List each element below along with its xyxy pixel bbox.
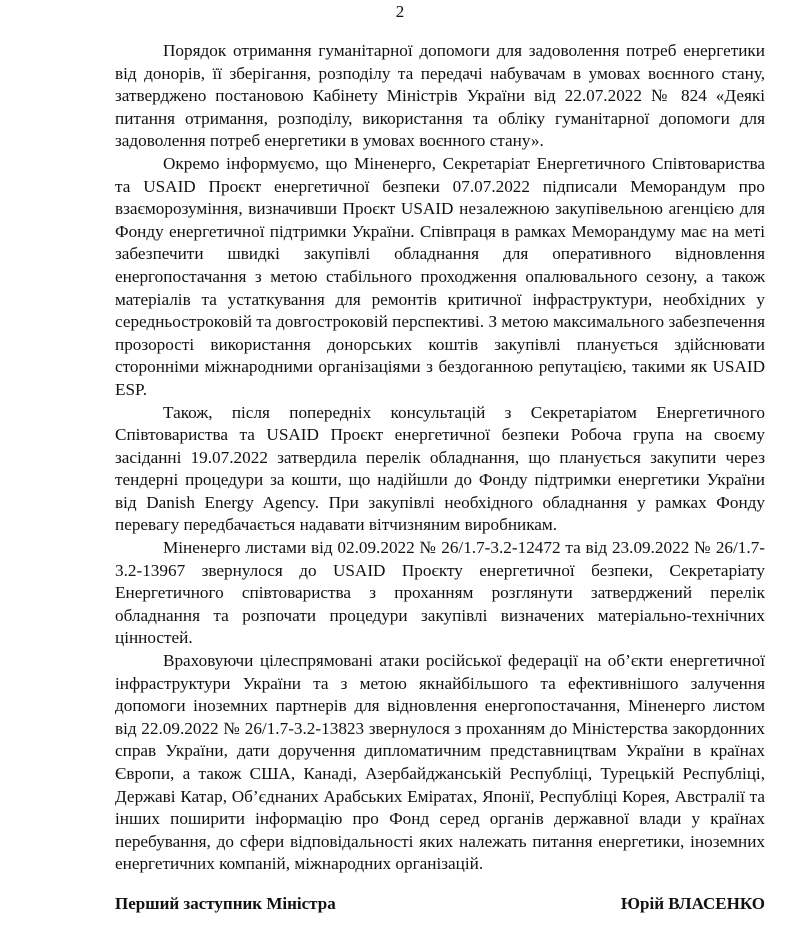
paragraph-working-group: Також, після попередніх консультацій з Секретаріатом Енергетичного Співтовариства та USAID Проєкт енергетичної безпеки Робоча група на своєму засіданні 19.07.2022 затвердила перелік обладнання, що планується закупити через тендерні процедури за кошти, що надійшли до Фонду підтримки енергетики України від Danish Energy Agency. При закупівлі необхідного обладнання у рамках Фонду перевагу передбачається надавати вітчизняним виробникам. — [115, 402, 765, 535]
page-number: 2 — [395, 2, 405, 21]
document-body — [115, 40, 765, 876]
signature-block — [115, 893, 765, 915]
paragraph-letters-usaid: Міненерго листами від 02.09.2022 № 26/1.7-3.2-12472 та від 23.09.2022 № 26/1.7-3.2-13967 звернулося до USAID Проєкту енергетичної безпеки, Секретаріату Енергетичного співтовариства з проханням розглянути затверджений перелік обладнання та розпочати процедури закупівлі визначених матеріально-технічних цінностей. — [115, 538, 765, 648]
paragraph-memorandum: Окремо інформуємо, що Міненерго, Секретаріат Енергетичного Співтовариства та USAID Проєкт енергетичної безпеки 07.07.2022 підписали Меморандум про взаєморозуміння, визначивши Проєкт USAID незалежною закупівельною агенцією для Фонду енергетичної підтримки України. Співпраця в рамках Меморандуму має на меті забезпечити швидкі закупівлі обладнання для оперативного відновлення енергопостачання з метою стабільного проходження опалювального сезону, а також матеріалів та устаткування для ремонтів критичної інфраструктури, необхідних у середньостроковій та довгостроковій перспективі. З метою максимального забезпечення прозорості використання донорських коштів закупівлі планується здійснювати сторонніми міжнародними організаціями з бездоганною репутацією, такими як USAID ESP. — [115, 153, 765, 399]
signatory-name: Юрій ВЛАСЕНКО — [620, 894, 765, 913]
signatory-position: Перший заступник Міністра — [115, 894, 336, 913]
paragraph-aid-procedure: Порядок отримання гуманітарної допомоги для задоволення потреб енергетики від донорів, її зберігання, розподілу та передачі набувачам в умовах воєнного стану, затверджено постановою Кабінету Міністрів України від 22.07.2022 № 824 «Деякі питання отримання, розподілу, використання та обліку гуманітарної допомоги для задоволення потреб енергетики в умовах воєнного стану». — [115, 41, 765, 151]
paragraph-foreign-affairs: Враховуючи цілеспрямовані атаки російської федерації на об’єкти енергетичної інфраструктури України та з метою якнайбільшого та ефективнішого залучення допомоги іноземних партнерів для відновлення енергопостачання, Міненерго листом від 22.09.2022 № 26/1.7-3.2-13823 звернулося з проханням до Міністерства закордонних справ України, дати доручення дипломатичним представництвам України в країнах Європи, а також США, Канаді, Азербайджанській Республіці, Турецькій Республіці, Державі Катар, Об’єднаних Арабських Еміратах, Японії, Республіці Корея, Австралії та інших поширити інформацію про Фонд серед органів державної влади у країнах перебування, до сфери відповідальності яких належать питання енергетики, іноземних енергетичних компаній, міжнародних організацій. — [115, 651, 765, 874]
